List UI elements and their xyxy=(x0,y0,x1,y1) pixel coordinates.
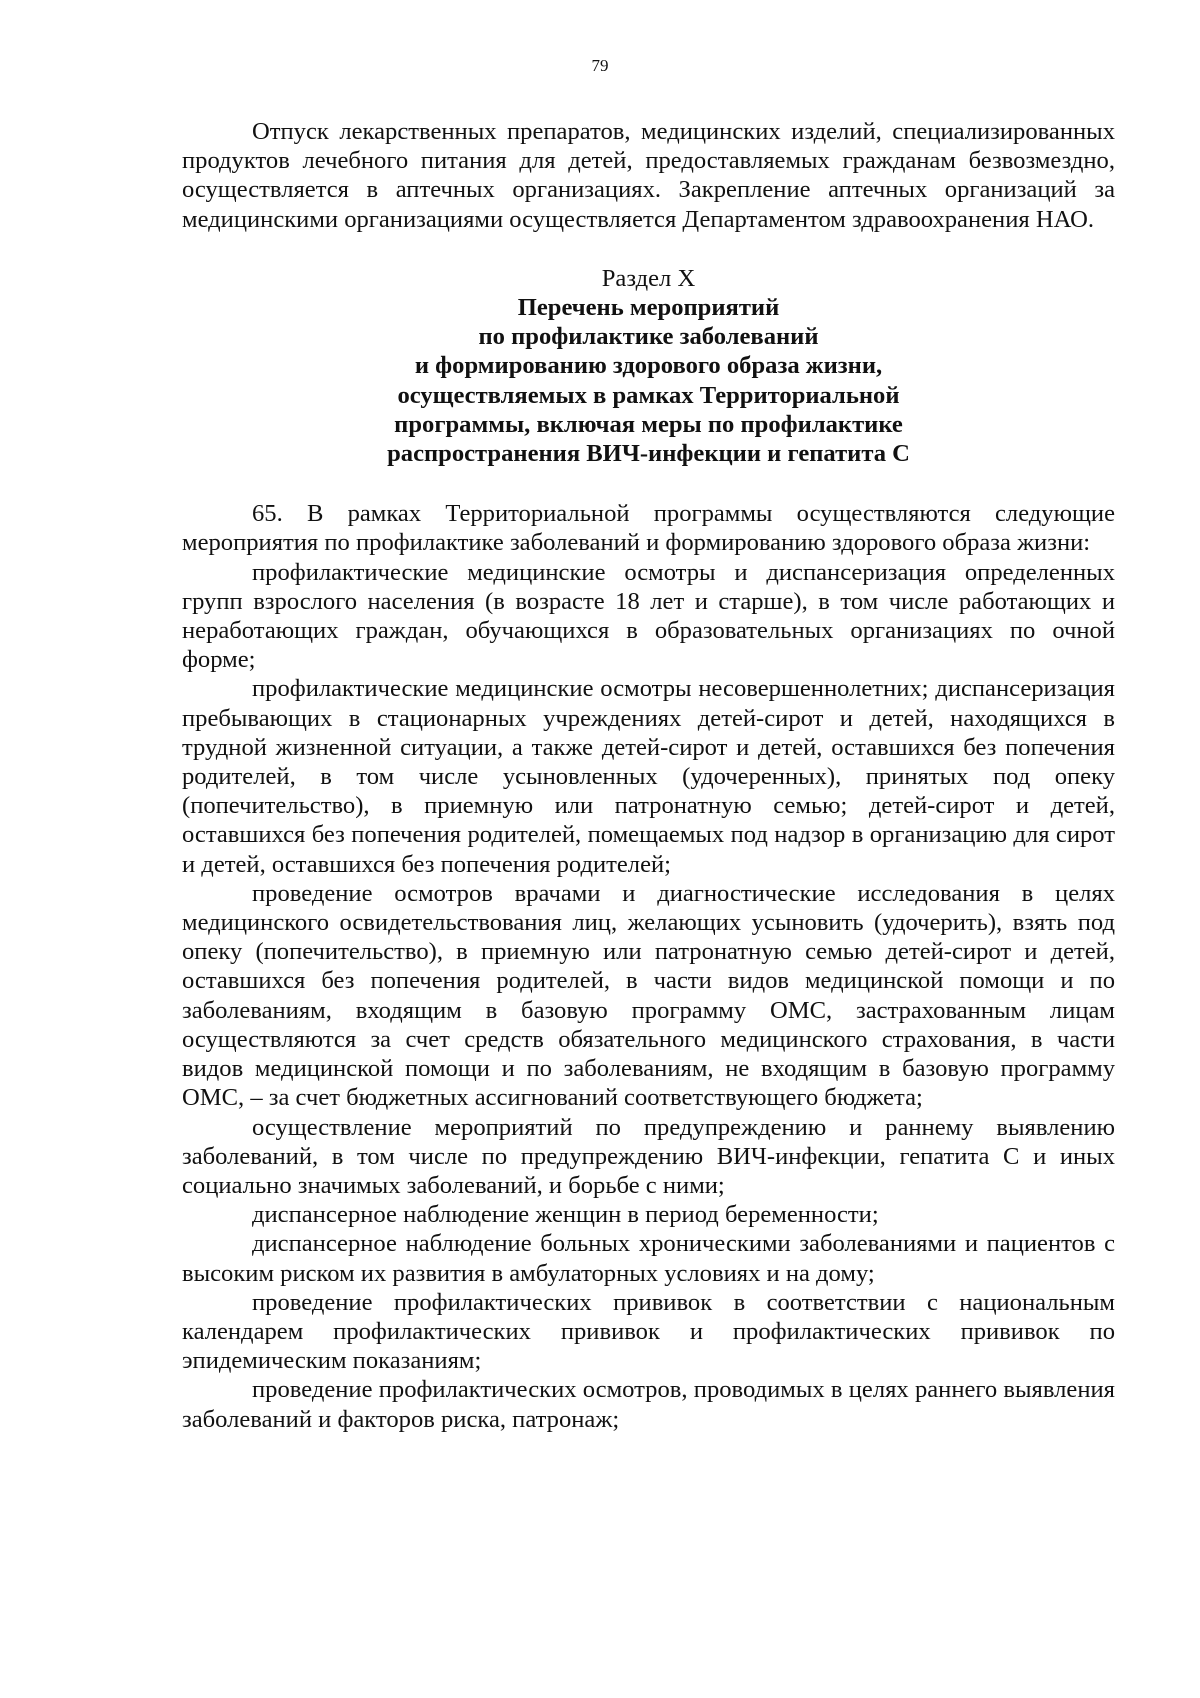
clause-item-paragraph: диспансерное наблюдение женщин в период беременности; xyxy=(252,1201,879,1229)
section-title-line: Перечень мероприятий xyxy=(517,294,780,322)
section-label: Раздел X xyxy=(601,264,696,292)
clause-item-paragraph: проведение профилактических осмотров, проводимых в целях раннего выявления заболеваний и факторов риска, патронаж; xyxy=(182,1376,1115,1433)
section-title-line: программы, включая меры по профилактике xyxy=(394,410,903,438)
clause-lead-paragraph: 65. В рамках Территориальной программы осуществляются следующие мероприятия по профилактике заболеваний и формированию здорового образа жизни: xyxy=(182,500,1115,557)
clause-item-paragraph: проведение осмотров врачами и диагностические исследования в целях медицинского освидетельствования лиц, желающих усыновить (удочерить), взять под опеку (попечительство), в приемную или патронатную семью детей-сирот и детей, оставшихся без попечения родителей, в части видов медицинской помощи и по заболеваниям, входящим в базовую программу ОМС, застрахованным лицам осуществляются за счет средств обязательного медицинского страхования, в части видов медицинской помощи и по заболеваниям, не входящим в базовую программу ОМС, – за счет бюджетных ассигнований соответствующего бюджета; xyxy=(182,879,1115,1112)
section-title-line: распространения ВИЧ-инфекции и гепатита С xyxy=(387,440,910,468)
page-number: 79 xyxy=(591,56,609,75)
section-heading xyxy=(182,264,1115,468)
clause-item-paragraph: профилактические медицинские осмотры несовершеннолетних; диспансеризация пребывающих в стационарных учреждениях детей-сирот и детей, находящихся в трудной жизненной ситуации, а также детей-сирот и детей, оставшихся без попечения родителей, в том числе усыновленных (удочеренных), принятых под опеку (попечительство), в приемную или патронатную семью; детей-сирот и детей, оставшихся без попечения родителей, помещаемых под надзор в организацию для сирот и детей, оставшихся без попечения родителей; xyxy=(182,675,1115,878)
section-title-line: и формированию здорового образа жизни, xyxy=(414,352,883,380)
page-content xyxy=(182,117,1115,1434)
clause-item-paragraph: проведение профилактических прививок в соответствии с национальным календарем профилактических прививок и профилактических прививок по эпидемическим показаниям; xyxy=(182,1288,1115,1375)
clause-item-paragraph: профилактические медицинские осмотры и диспансеризация определенных групп взрослого населения (в возрасте 18 лет и старше), в том числе работающих и неработающих граждан, обучающихся в образовательных организациях по очной форме; xyxy=(182,558,1115,674)
clause-65 xyxy=(182,499,1115,1434)
clause-item-paragraph: осуществление мероприятий по предупреждению и раннему выявлению заболеваний, в том числе по предупреждению ВИЧ-инфекции, гепатита С и иных социально значимых заболеваний, и борьбе с ними; xyxy=(182,1113,1115,1199)
section-title xyxy=(182,293,1115,468)
section-title-line: по профилактике заболеваний xyxy=(478,323,819,351)
section-title-line: осуществляемых в рамках Территориальной xyxy=(397,381,900,409)
clause-item-paragraph: диспансерное наблюдение больных хроническими заболеваниями и пациентов с высоким риском их развития в амбулаторных условиях и на дому; xyxy=(182,1230,1115,1287)
intro-paragraph: Отпуск лекарственных препаратов, медицинских изделий, специализированных продуктов лечебного питания для детей, предоставляемых гражданам безвозмездно, осуществляется в аптечных организациях. Закрепление аптечных организаций за медицинскими организациями осуществляется Департаментом здравоохранения НАО. xyxy=(182,118,1115,233)
